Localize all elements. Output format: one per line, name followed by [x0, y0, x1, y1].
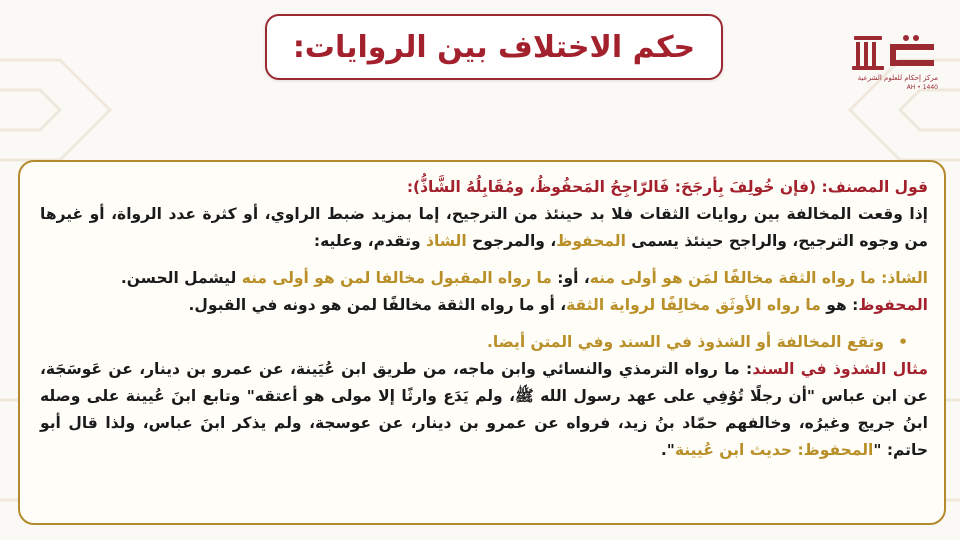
explanation-text-2: ، والمرجوح: [466, 232, 557, 250]
slide-title-box: [265, 14, 723, 80]
term-shadh: الشاذ: [426, 232, 467, 250]
example-text-1: : ما رواه الترمذي والنسائي وابن ماجه، من طريق ابن عُيَينة، عن عمرو بن دينار، عن عَوسَجَة، عن ابن عباس "أن رجلًا تُوُفِي على عهد رسول الله ﷺ، ولم يَدَع وارثًا إلا مولى هو أعتقه" وتابع ابنَ عُيينة على وصله ابنُ جريج وغيرُه، وخالفهم حمّاد بنُ زيد، فرواه عن عمرو بن دينار، عن عوسجة، ولم يذكر ابنَ عباس، ولذا قال أبو حاتم: ": [40, 360, 928, 459]
author-quote-text: (فإن خُولِفَ بِأرجَحَ: فَالرّاجِحُ المَحفُوظُ، ومُقَابِلُهُ الشَّاذُّ): [413, 178, 817, 196]
mahfouz-definition: [40, 292, 928, 319]
shadh-label: الشاذ: [887, 269, 928, 287]
slide-title: حكم الاختلاف بين الروايات:: [292, 29, 696, 65]
author-quote-line: [40, 174, 928, 201]
shadh-def-1: : ما رواه الثقة مخالفًا لمَن هو أولى منه: [589, 269, 888, 287]
explanation-text-1: إذا وقعت المخالفة بين روايات الثقات فلا بد حينئذ من الترجيح، إما بمزيد ضبط الراوي، أو كثرة عدد الرواة، أو غيرها من وجوه الترجيح، والراجح حينئذ يسمى: [40, 205, 928, 250]
bullet-text: وتقع المخالفة أو الشذوذ في السند وفي المتن أيضا.: [487, 333, 885, 351]
example-quote: المحفوظ: حديث ابن عُيينة: [674, 441, 874, 459]
mahfouz-text-1: : هو: [820, 296, 859, 314]
shadh-def-2: ما رواه المقبول مخالفا لمن هو أولى منه: [241, 269, 552, 287]
example-label: مثال الشذوذ في السند: [752, 360, 928, 378]
author-quote-colon: :: [406, 178, 414, 196]
content-box: [18, 160, 946, 525]
shadh-definition: [40, 265, 928, 292]
shadh-tail: ليشمل الحسن.: [120, 269, 242, 287]
mahfouz-def: ما رواه الأوثَق مخالِفًا لرواية الثقة: [566, 296, 821, 314]
mahfouz-label: المحفوظ: [858, 296, 928, 314]
example-paragraph: [40, 356, 928, 464]
bullet-dot-icon: •: [898, 333, 908, 351]
explanation-text-3: وتقدم، وعليه:: [313, 232, 426, 250]
logo-subtitle: مركز إحكام للعلوم الشرعية: [857, 74, 938, 82]
example-text-2: ".: [660, 441, 675, 459]
term-mahfouz: المحفوظ: [556, 232, 626, 250]
shadh-or: ، أو:: [551, 269, 590, 287]
bullet-item: [40, 329, 928, 356]
logo-year: AH • 1440: [906, 84, 938, 91]
mahfouz-text-2: ، أو ما رواه الثقة مخالفًا لمن هو دونه في القبول.: [188, 296, 567, 314]
ihkam-logo: [846, 28, 942, 92]
author-quote-lead: قول المصنف:: [816, 178, 928, 196]
explanation-paragraph: [40, 201, 928, 255]
